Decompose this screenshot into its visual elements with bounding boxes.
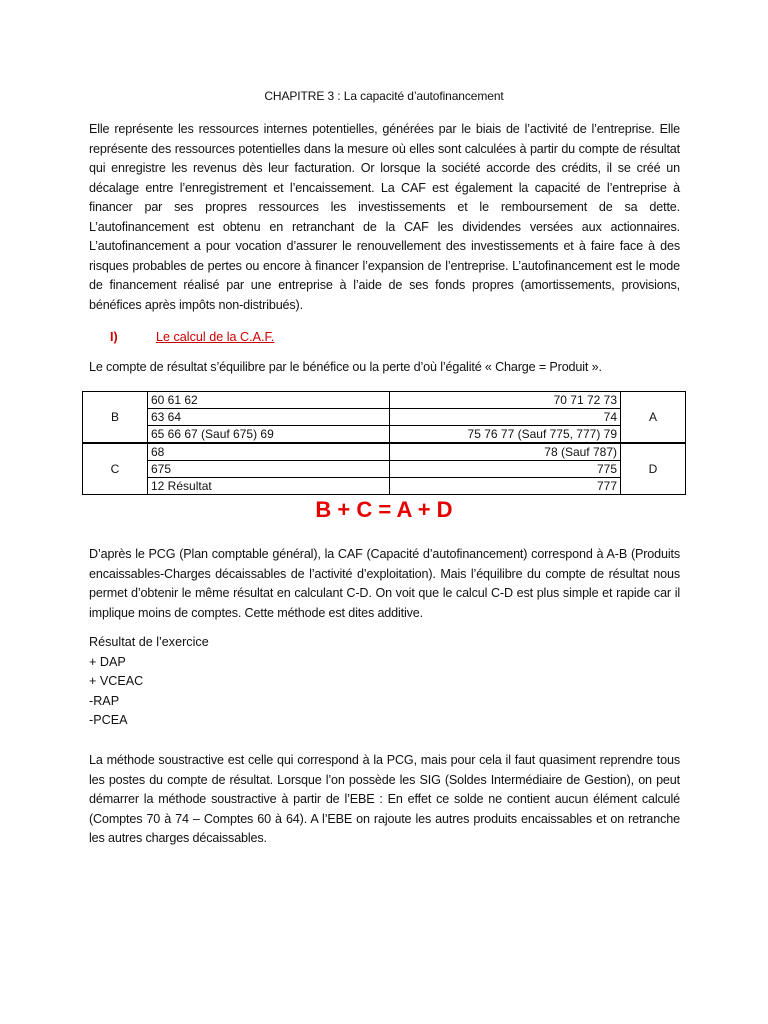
pcg-paragraph: D’après le PCG (Plan comptable général), la CAF (Capacité d’autofinancement) correspond à A-B (Produits encaissables-Charges décaissables de l’activité d’exploitation). Mais l’équilibre du compte de résultat nous permet d’obtenir le même résultat en calculant C-D. On voit que le calcul C-D est plus simple et rapide car il implique moins de comptes. Cette méthode est dites additive.: [89, 547, 680, 620]
chapter-title: CHAPITRE 3 : La capacité d’autofinancement: [264, 89, 504, 103]
equality-paragraph: Le compte de résultat s’équilibre par le bénéfice ou la perte d’où l’égalité « Charge = Produit ».: [89, 360, 602, 374]
produit-cell: 777: [390, 478, 621, 495]
produit-cell: 75 76 77 (Sauf 775, 777) 79: [390, 426, 621, 444]
subtractive-method-paragraph: La méthode soustractive est celle qui correspond à la PCG, mais pour cela il faut quasiment reprendre tous les postes du compte de résultat. Lorsque l’on possède les SIG (Soldes Intermédiaire de Gestion), on peut démarrer la méthode soustractive à partir de l’EBE : En effet ce solde ne contient aucun élément calculé (Comptes 70 à 74 – Comptes 60 à 64). A l’EBE on rajoute les autres produits encaissables et on retranche les autres charges décaissables.: [89, 753, 680, 845]
produit-cell: 74: [390, 409, 621, 426]
additive-method-list: [89, 633, 209, 731]
group-label-b: B: [83, 392, 148, 444]
intro-paragraph: Elle représente les ressources internes potentielles, générées par le biais de l’activité de l’entreprise. Elle représente des ressources potentielles dans la mesure où elles sont calculées à partir du compte de résultat qui enregistre les revenus dès leur facturation. Or lorsque la société accorde des crédits, il se créé un décalage entre l’enregistrement et l’encaissement. La CAF est également la capacité de l’entreprise à financer par ses propres ressources les investissements et le remboursement de sa dette. L’autofinancement est obtenu en retranchant de la CAF les dividendes versées aux actionnaires. L’autofinancement a pour vocation d’assurer le renouvellement des investissements et à faire face à des risques probables de pertes ou encore à financer l’expansion de l’entreprise. L’autofinancement est le mode de financement réalisé par une entreprise à l’aide de ses fonds propres (amortissements, provisions, bénéfices après impôts non-distribués).: [89, 122, 680, 312]
table-row: [83, 409, 686, 426]
table-row: [83, 392, 686, 409]
group-label-c: C: [83, 443, 148, 495]
list-item: -RAP: [89, 693, 120, 708]
charge-cell: 63 64: [148, 409, 390, 426]
list-item: + DAP: [89, 654, 126, 669]
table-row: [83, 426, 686, 444]
section-number: I): [110, 330, 118, 344]
charge-cell: 12 Résultat: [148, 478, 390, 495]
table-row: [83, 443, 686, 461]
charge-cell: 65 66 67 (Sauf 675) 69: [148, 426, 390, 444]
income-statement-table: [82, 391, 686, 495]
list-item: + VCEAC: [89, 674, 144, 688]
produit-cell: 78 (Sauf 787): [390, 443, 621, 461]
charge-cell: 68: [148, 443, 390, 461]
charge-cell: 675: [148, 461, 390, 478]
list-item: Résultat de l’exercice: [89, 635, 209, 649]
list-item: -PCEA: [89, 713, 128, 727]
section-heading: [110, 330, 274, 344]
group-label-a: A: [621, 392, 686, 444]
balance-equation: B + C = A + D: [315, 497, 453, 522]
group-label-d: D: [621, 443, 686, 495]
produit-cell: 70 71 72 73: [390, 392, 621, 409]
charge-cell: 60 61 62: [148, 392, 390, 409]
table-row: [83, 461, 686, 478]
section-label: Le calcul de la C.A.F.: [156, 330, 275, 344]
table-row: [83, 478, 686, 495]
produit-cell: 775: [390, 461, 621, 478]
